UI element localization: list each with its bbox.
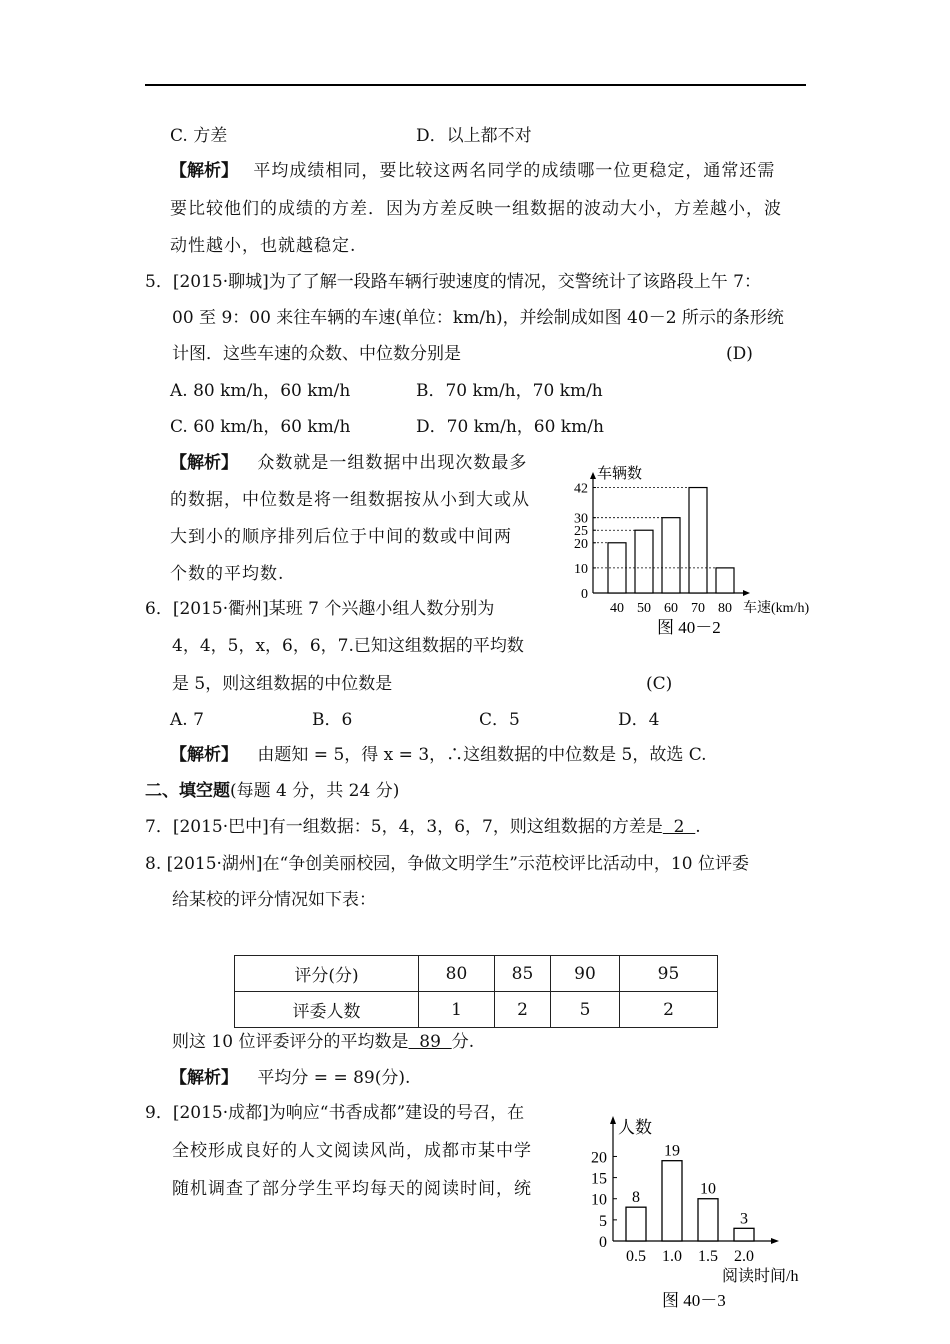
q6-stem-line-2: 4，4，5，x，6，6，7.已知这组数据的平均数 — [172, 636, 524, 656]
q6-analysis — [170, 743, 707, 767]
y-axis-arrow — [610, 1116, 616, 1124]
q5-stem-line-1: 5．[2015·聊城]为了了解一段路车辆行驶速度的情况，交警统计了该路段上午 7： — [145, 272, 761, 292]
data-label: 3 — [740, 1210, 748, 1228]
bar — [635, 530, 653, 593]
y-tick-label: 0 — [581, 587, 588, 602]
data-label: 8 — [632, 1189, 640, 1207]
q5-option-b: B．70 km/h，70 km/h — [416, 381, 603, 401]
x-tick-label: 40 — [610, 601, 624, 616]
y-tick-label: 10 — [574, 561, 588, 577]
q7-answer-blank: 2 — [662, 817, 696, 837]
score-table — [234, 955, 718, 1028]
q9-stem-line-3: 随机调查了部分学生平均每天的阅读时间，统 — [172, 1179, 532, 1199]
analysis-label: 【解析】 — [170, 453, 238, 473]
y-tick-label: 25 — [574, 524, 588, 540]
analysis-label: 【解析】 — [170, 1068, 238, 1088]
q8-stem-line-2: 给某校的评分情况如下表： — [172, 890, 376, 910]
x-axis-arrow — [771, 1238, 779, 1244]
q5-stem-line-3: 计图．这些车速的众数、中位数分别是 — [172, 344, 461, 364]
q6-option-c: C．5 — [479, 710, 520, 730]
q6-stem-line-3: 是 5，则这组数据的中位数是 — [172, 674, 393, 694]
analysis-text: 众数就是一组数据中出现次数最多 — [257, 453, 528, 473]
x-axis-label: 车速(km/h) — [743, 601, 810, 616]
table-cell: 5 — [551, 992, 620, 1028]
analysis-text: 由题知 = 5，得 x = 3，∴这组数据的中位数是 5，故选 C. — [257, 745, 707, 765]
q5-stem-line-2: 00 至 9：00 来往车辆的车速(单位：km/h)，并绘制成如图 40－2 所示的条形统 — [172, 308, 784, 328]
table-cell: 2 — [495, 992, 551, 1028]
bar — [662, 518, 680, 593]
table-cell: 评分(分) — [235, 956, 419, 992]
q4-option-d: D．以上都不对 — [416, 126, 532, 146]
table-cell: 评委人数 — [235, 992, 419, 1028]
table-cell: 90 — [551, 956, 620, 992]
q7-line — [145, 815, 701, 839]
y-tick-label: 0 — [599, 1234, 607, 1251]
x-tick-label: 50 — [637, 601, 651, 616]
q8-stem-line-1: 8. [2015·湖州]在“争创美丽校园，争做文明学生”示范校评比活动中，10 位评委 — [145, 854, 749, 874]
q4-analysis-line-2: 要比较他们的成绩的方差．因为方差反映一组数据的波动大小，方差越小，波 — [170, 199, 782, 219]
q5-analysis-line-4: 个数的平均数. — [170, 564, 285, 584]
q6-option-a: A. 7 — [170, 710, 204, 730]
q8-result-stem: 则这 10 位评委评分的平均数是 — [172, 1032, 409, 1052]
section-heading — [145, 779, 399, 803]
section-note: (每题 4 分，共 24 分) — [230, 781, 400, 801]
q6-option-d: D．4 — [618, 710, 660, 730]
bar — [689, 488, 707, 593]
q5-option-a: A. 80 km/h，60 km/h — [170, 381, 351, 401]
x-tick-label: 1.5 — [698, 1248, 718, 1265]
x-tick-label: 1.0 — [662, 1248, 682, 1265]
table-cell: 95 — [620, 956, 718, 992]
header-rule — [145, 84, 806, 86]
q7-stem: 7．[2015·巴中]有一组数据：5，4，3，6，7，则这组数据的方差是 — [145, 817, 663, 837]
chart-caption: 图 40－2 — [657, 618, 721, 637]
q5-analysis-line-1 — [170, 451, 527, 475]
q4-analysis-line-1 — [170, 159, 775, 183]
q8-result-end: 分. — [451, 1032, 475, 1052]
y-tick-label: 20 — [591, 1149, 607, 1167]
q8-result-line — [172, 1030, 474, 1054]
q7-end: . — [695, 817, 701, 837]
x-tick-label: 70 — [691, 601, 705, 616]
y-axis-label: 车辆数 — [597, 466, 643, 482]
q6-option-b: B．6 — [312, 710, 353, 730]
analysis-text: 平均分 = = 89(分). — [257, 1068, 411, 1088]
chart-figure-40-2 — [560, 462, 820, 640]
analysis-label: 【解析】 — [170, 161, 238, 181]
q8-analysis — [170, 1066, 410, 1090]
y-tick-label: 15 — [591, 1170, 607, 1188]
section-title: 二、填空题 — [145, 781, 230, 801]
table-row — [235, 992, 718, 1028]
x-tick-label: 60 — [664, 601, 678, 616]
y-tick-label: 30 — [574, 511, 588, 527]
table-cell: 1 — [419, 992, 495, 1028]
data-label: 10 — [700, 1180, 716, 1198]
analysis-text: 平均成绩相同，要比较这两名同学的成绩哪一位更稳定，通常还需 — [253, 161, 776, 181]
bar — [734, 1228, 754, 1241]
x-axis-arrow — [743, 590, 750, 596]
table-row — [235, 956, 718, 992]
bar — [698, 1199, 718, 1241]
table-cell: 85 — [495, 956, 551, 992]
chart-figure-40-3 — [580, 1110, 820, 1310]
y-tick-label: 5 — [599, 1212, 607, 1230]
q6-answer: (C) — [646, 674, 673, 694]
y-axis-label: 人数 — [618, 1118, 652, 1137]
x-tick-label: 80 — [718, 601, 732, 616]
analysis-label: 【解析】 — [170, 745, 238, 765]
q8-answer-blank: 89 — [408, 1032, 452, 1052]
chart-caption: 图 40－3 — [662, 1291, 726, 1310]
table-cell: 80 — [419, 956, 495, 992]
table-cell: 2 — [620, 992, 718, 1028]
bar — [662, 1161, 682, 1241]
bar — [626, 1207, 646, 1241]
y-tick-label: 10 — [591, 1191, 607, 1209]
q5-option-c: C. 60 km/h，60 km/h — [170, 417, 351, 437]
data-label: 19 — [664, 1142, 680, 1160]
q4-analysis-line-3: 动性越小，也就越稳定. — [170, 236, 357, 256]
y-tick-label: 42 — [574, 481, 588, 497]
x-tick-label: 0.5 — [626, 1248, 646, 1265]
q9-stem-line-1: 9．[2015·成都]为响应“书香成都”建设的号召，在 — [145, 1103, 525, 1123]
y-axis-arrow — [590, 472, 596, 479]
x-axis-label: 阅读时间/h — [722, 1268, 799, 1285]
q4-option-c: C. 方差 — [170, 126, 228, 146]
q5-answer: (D) — [726, 344, 753, 364]
x-tick-label: 2.0 — [734, 1248, 754, 1265]
q5-option-d: D．70 km/h，60 km/h — [416, 417, 604, 437]
q9-stem-line-2: 全校形成良好的人文阅读风尚，成都市某中学 — [172, 1141, 532, 1161]
q5-analysis-line-3: 大到小的顺序排列后位于中间的数或中间两 — [170, 527, 512, 547]
q6-stem-line-1: 6．[2015·衢州]某班 7 个兴趣小组人数分别为 — [145, 599, 495, 619]
q5-analysis-line-2: 的数据，中位数是将一组数据按从小到大或从 — [170, 490, 530, 510]
bar — [716, 568, 734, 593]
y-tick-label: 20 — [574, 536, 588, 552]
